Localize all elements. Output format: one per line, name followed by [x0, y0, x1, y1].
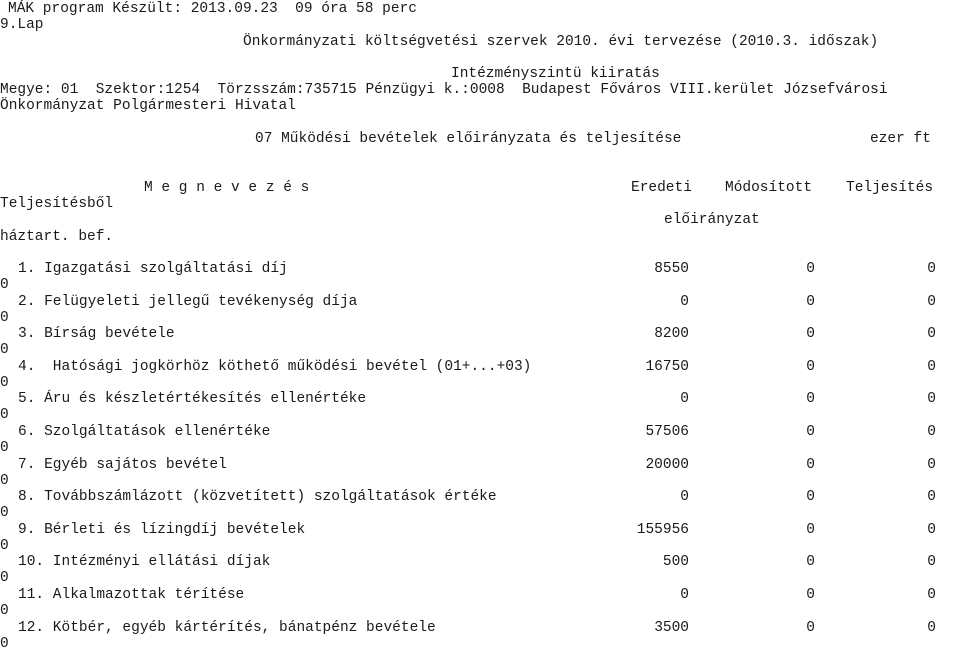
- row-performance: 0: [927, 424, 936, 440]
- row-household: 0: [0, 407, 9, 423]
- column-header-estimate: előirányzat: [664, 212, 760, 228]
- row-performance: 0: [927, 620, 936, 636]
- row-label: 8. Továbbszámlázott (közvetített) szolgáltatások értéke: [18, 489, 497, 505]
- row-original: 8200: [654, 326, 689, 342]
- row-original: 0: [680, 294, 689, 310]
- row-performance: 0: [927, 359, 936, 375]
- row-household: 0: [0, 277, 9, 293]
- row-household: 0: [0, 375, 9, 391]
- row-modified: 0: [806, 391, 815, 407]
- row-modified: 0: [806, 294, 815, 310]
- row-household: 0: [0, 603, 9, 619]
- row-original: 8550: [654, 261, 689, 277]
- row-household: 0: [0, 440, 9, 456]
- row-modified: 0: [806, 620, 815, 636]
- row-original: 0: [680, 587, 689, 603]
- row-label: 7. Egyéb sajátos bevétel: [18, 457, 227, 473]
- row-household: 0: [0, 636, 9, 652]
- row-label: 3. Bírság bevétele: [18, 326, 175, 342]
- report-title: 07 Működési bevételek előirányzata és teljesítése: [255, 131, 682, 147]
- row-label: 10. Intézményi ellátási díjak: [18, 554, 271, 570]
- row-household: 0: [0, 342, 9, 358]
- row-modified: 0: [806, 587, 815, 603]
- row-performance: 0: [927, 326, 936, 342]
- row-label: 4. Hatósági jogkörhöz köthető működési bevétel (01+...+03): [18, 359, 532, 375]
- row-original: 20000: [645, 457, 689, 473]
- row-household: 0: [0, 310, 9, 326]
- row-original: 0: [680, 391, 689, 407]
- header-line-printout: Intézményszintü kiiratás: [451, 66, 660, 82]
- row-original: 3500: [654, 620, 689, 636]
- column-header-name: M e g n e v e z é s: [144, 180, 310, 196]
- row-performance: 0: [927, 391, 936, 407]
- row-household: 0: [0, 570, 9, 586]
- column-header-from-performance: Teljesítésből: [0, 196, 114, 212]
- row-performance: 0: [927, 261, 936, 277]
- header-line-institution: Önkormányzat Polgármesteri Hivatal: [0, 98, 296, 114]
- row-label: 2. Felügyeleti jellegű tevékenység díja: [18, 294, 358, 310]
- row-label: 9. Bérleti és lízingdíj bevételek: [18, 522, 306, 538]
- row-label: 11. Alkalmazottak térítése: [18, 587, 245, 603]
- row-modified: 0: [806, 326, 815, 342]
- row-performance: 0: [927, 489, 936, 505]
- row-modified: 0: [806, 489, 815, 505]
- row-label: 12. Kötbér, egyéb kártérítés, bánatpénz bevétele: [18, 620, 436, 636]
- row-original: 16750: [645, 359, 689, 375]
- column-header-original: Eredeti: [631, 180, 692, 196]
- row-modified: 0: [806, 424, 815, 440]
- row-household: 0: [0, 538, 9, 554]
- row-original: 0: [680, 489, 689, 505]
- row-modified: 0: [806, 457, 815, 473]
- row-household: 0: [0, 505, 9, 521]
- row-modified: 0: [806, 261, 815, 277]
- column-header-modified: Módosított: [725, 180, 813, 196]
- row-label: 5. Áru és készletértékesítés ellenértéke: [18, 391, 367, 407]
- header-line-identifiers: Megye: 01 Szektor:1254 Törzsszám:735715 Pénzügyi k.:0008 Budapest Főváros VIII.kerület Józsefvárosi: [0, 82, 888, 98]
- header-line-program: MÁK program Készült: 2013.09.23 09 óra 58 perc: [8, 1, 417, 17]
- row-performance: 0: [927, 294, 936, 310]
- row-performance: 0: [927, 457, 936, 473]
- column-header-performance: Teljesítés: [846, 180, 934, 196]
- row-performance: 0: [927, 587, 936, 603]
- row-original: 155956: [636, 522, 689, 538]
- row-original: 57506: [645, 424, 689, 440]
- row-label: 1. Igazgatási szolgáltatási díj: [18, 261, 288, 277]
- row-label: 6. Szolgáltatások ellenértéke: [18, 424, 271, 440]
- row-original: 500: [662, 554, 689, 570]
- row-performance: 0: [927, 522, 936, 538]
- row-performance: 0: [927, 554, 936, 570]
- report-unit: ezer ft: [870, 131, 931, 147]
- column-header-household: háztart. bef.: [0, 229, 114, 245]
- row-modified: 0: [806, 554, 815, 570]
- header-line-page: 9.Lap: [0, 17, 44, 33]
- row-modified: 0: [806, 359, 815, 375]
- row-modified: 0: [806, 522, 815, 538]
- header-line-budget: Önkormányzati költségvetési szervek 2010. évi tervezése (2010.3. időszak): [243, 34, 879, 50]
- row-household: 0: [0, 473, 9, 489]
